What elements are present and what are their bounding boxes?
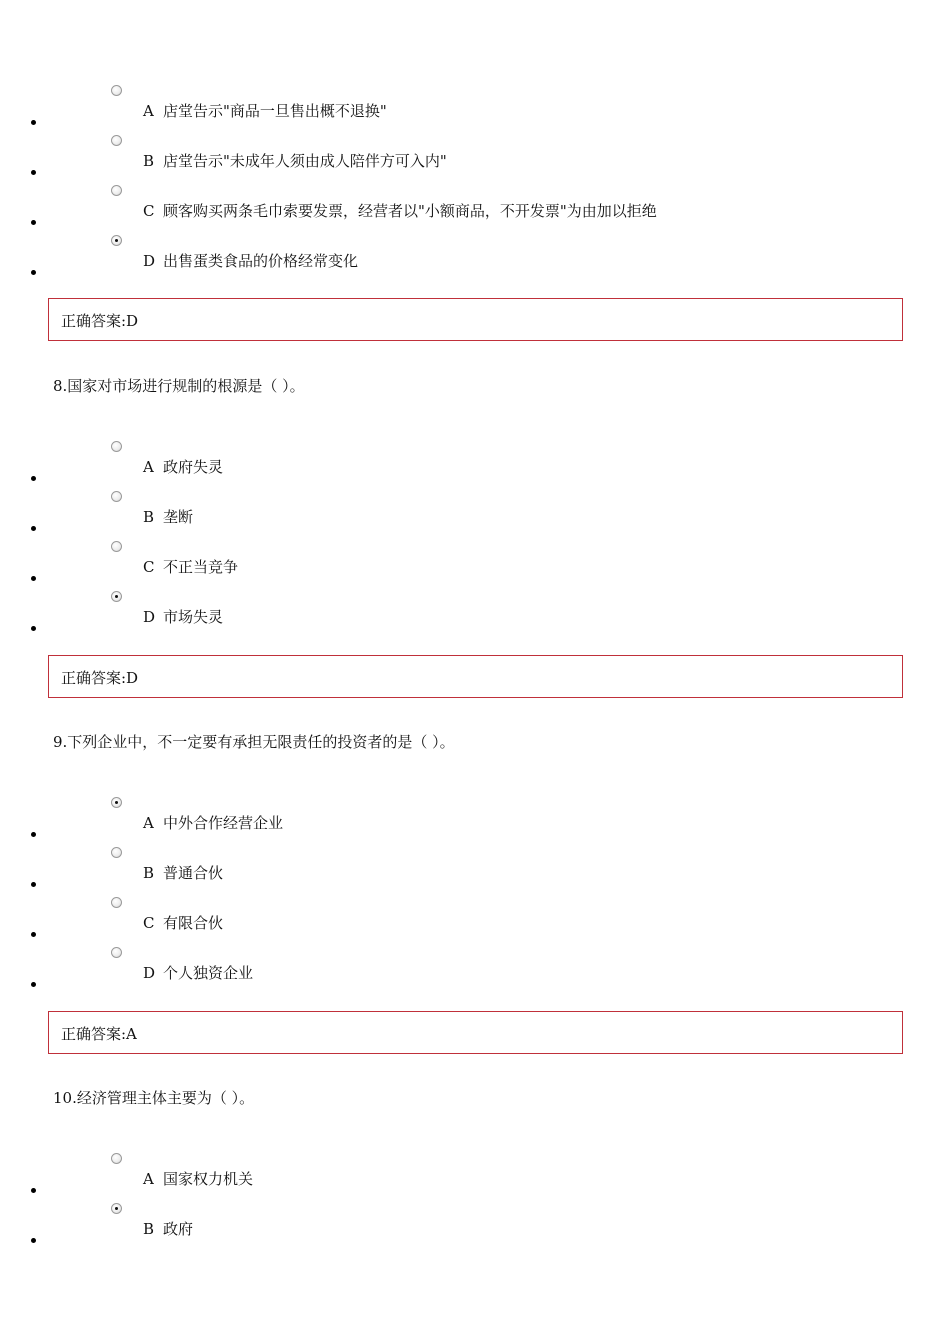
- option-label: 有限合伙: [163, 914, 224, 932]
- option-letter: B: [143, 1220, 155, 1238]
- option-letter: A: [143, 102, 154, 120]
- q7-option-c[interactable]: [0, 202, 950, 252]
- option-letter: D: [143, 252, 156, 270]
- option-label: 店堂告示"商品一旦售出概不退换": [163, 102, 387, 120]
- q7-correct-answer-box: [48, 298, 903, 341]
- option-letter: B: [143, 864, 155, 882]
- bullet-icon: [31, 170, 36, 175]
- bullet-icon: [31, 626, 36, 631]
- option-letter: D: [143, 608, 156, 626]
- option-label: 政府失灵: [163, 458, 224, 476]
- option-letter: D: [143, 964, 156, 982]
- option-label: 出售蛋类食品的价格经常变化: [163, 252, 359, 270]
- bullet-icon: [31, 982, 36, 987]
- question-8-title: 8.国家对市场进行规制的根源是（ ）。: [53, 377, 305, 395]
- q10-option-a[interactable]: [0, 1170, 950, 1220]
- option-label: 店堂告示"未成年人须由成人陪伴方可入内": [163, 152, 447, 170]
- option-label: 个人独资企业: [163, 964, 254, 982]
- radio-unchecked-icon[interactable]: [111, 491, 122, 502]
- q9-option-a[interactable]: [0, 814, 950, 864]
- radio-unchecked-icon[interactable]: [111, 185, 122, 196]
- q8-option-a[interactable]: [0, 458, 950, 508]
- bullet-icon: [31, 270, 36, 275]
- option-letter: B: [143, 152, 155, 170]
- q7-option-b[interactable]: [0, 152, 950, 202]
- correct-answer-text: 正确答案:D: [61, 312, 139, 330]
- question-9-title: 9.下列企业中，不一定要有承担无限责任的投资者的是（ ）。: [53, 733, 455, 751]
- question-8-options: [0, 458, 950, 658]
- question-10-title: 10.经济管理主体主要为（ ）。: [53, 1089, 255, 1107]
- radio-unchecked-icon[interactable]: [111, 135, 122, 146]
- option-letter: C: [143, 202, 155, 220]
- q7-option-d[interactable]: [0, 252, 950, 302]
- question-7-options: [0, 102, 950, 302]
- radio-unchecked-icon[interactable]: [111, 541, 122, 552]
- q7-option-a[interactable]: [0, 102, 950, 152]
- option-label: 顾客购买两条毛巾索要发票，经营者以"小额商品，不开发票"为由加以拒绝: [163, 202, 657, 220]
- option-label: 不正当竞争: [163, 558, 239, 576]
- question-9-options: [0, 814, 950, 1014]
- option-label: 普通合伙: [163, 864, 224, 882]
- bullet-icon: [31, 476, 36, 481]
- bullet-icon: [31, 832, 36, 837]
- radio-unchecked-icon[interactable]: [111, 847, 122, 858]
- bullet-icon: [31, 1238, 36, 1243]
- q9-option-c[interactable]: [0, 914, 950, 964]
- question-10-options: [0, 1170, 950, 1270]
- radio-unchecked-icon[interactable]: [111, 897, 122, 908]
- q8-correct-answer-box: [48, 655, 903, 698]
- radio-checked-icon[interactable]: [111, 235, 122, 246]
- bullet-icon: [31, 526, 36, 531]
- radio-unchecked-icon[interactable]: [111, 85, 122, 96]
- radio-unchecked-icon[interactable]: [111, 947, 122, 958]
- bullet-icon: [31, 882, 36, 887]
- option-letter: A: [143, 458, 154, 476]
- option-label: 国家权力机关: [163, 1170, 254, 1188]
- option-label: 市场失灵: [163, 608, 224, 626]
- bullet-icon: [31, 932, 36, 937]
- option-letter: A: [143, 814, 154, 832]
- radio-unchecked-icon[interactable]: [111, 1153, 122, 1164]
- radio-unchecked-icon[interactable]: [111, 441, 122, 452]
- option-letter: A: [143, 1170, 154, 1188]
- option-letter: C: [143, 558, 155, 576]
- option-label: 中外合作经营企业: [163, 814, 284, 832]
- q9-option-b[interactable]: [0, 864, 950, 914]
- q8-option-d[interactable]: [0, 608, 950, 658]
- option-label: 政府: [163, 1220, 194, 1238]
- q8-option-c[interactable]: [0, 558, 950, 608]
- correct-answer-text: 正确答案:A: [61, 1025, 137, 1043]
- bullet-icon: [31, 120, 36, 125]
- radio-checked-icon[interactable]: [111, 1203, 122, 1214]
- option-letter: B: [143, 508, 155, 526]
- option-letter: C: [143, 914, 155, 932]
- q9-option-d[interactable]: [0, 964, 950, 1014]
- bullet-icon: [31, 220, 36, 225]
- radio-checked-icon[interactable]: [111, 591, 122, 602]
- bullet-icon: [31, 576, 36, 581]
- q10-option-b[interactable]: [0, 1220, 950, 1270]
- correct-answer-text: 正确答案:D: [61, 669, 139, 687]
- bullet-icon: [31, 1188, 36, 1193]
- q8-option-b[interactable]: [0, 508, 950, 558]
- option-label: 垄断: [163, 508, 194, 526]
- q9-correct-answer-box: [48, 1011, 903, 1054]
- radio-checked-icon[interactable]: [111, 797, 122, 808]
